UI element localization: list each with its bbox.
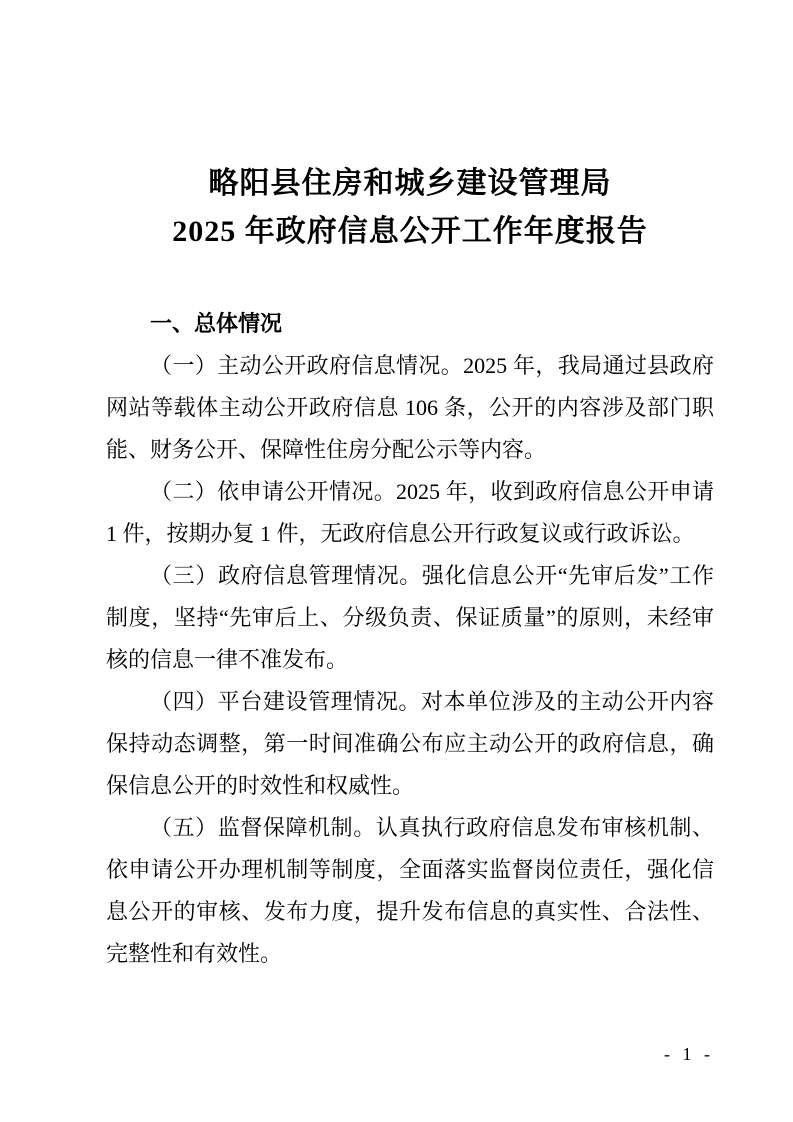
page-number: - 1 - (664, 1044, 714, 1064)
paragraph-4: （四）平台建设管理情况。对本单位涉及的主动公开内容保持动态调整，第一时间准确公布应主动公开的政府信息，确保信息公开的时效性和权威性。 (106, 689, 714, 798)
document-content (106, 0, 714, 975)
paragraph-5: （五）监督保障机制。认真执行政府信息发布审核机制、依申请公开办理机制等制度，全面落实监督岗位责任，强化信息公开的审核、发布力度，提升发布信息的真实性、合法性、完整性和有效性。 (106, 815, 714, 966)
paragraph-2: （二）依申请公开情况。2025 年，收到政府信息公开申请 1 件，按期办复 1 件，无政府信息公开行政复议或行政诉讼。 (106, 479, 714, 546)
paragraph-3: （三）政府信息管理情况。强化信息公开“先审后发”工作制度，坚持“先审后上、分级负责、保证质量”的原则，未经审核的信息一律不准发布。 (106, 563, 714, 672)
paragraph-1: （一）主动公开政府信息情况。2025 年，我局通过县政府网站等载体主动公开政府信息 106 条，公开的内容涉及部门职能、财务公开、保障性住房分配公示等内容。 (106, 353, 714, 462)
document-title-line-1: 略阳县住房和城乡建设管理局 (208, 167, 612, 200)
section-heading: 一、总体情况 (150, 311, 283, 336)
document-title (106, 0, 714, 256)
document-title-line-2: 2025 年政府信息公开工作年度报告 (172, 215, 648, 248)
